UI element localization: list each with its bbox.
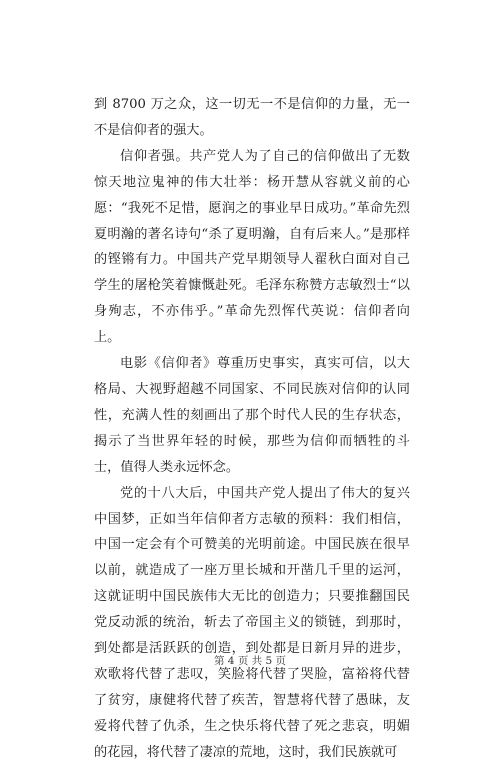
page-number-footer: 第 4 页 共 5 页 [213,655,287,667]
paragraph-film-review: 电影《信仰者》尊重历史事实，真实可信，以大格局、大视野超越不同国家、不同民族对信仰的认同性，充满人性的刻画出了那个时代人民的生存状态，揭示了当世界年轻的时候，那些为信仰而牺牲的斗士，值得人类永远怀念。 [94,356,410,475]
paragraph-china-dream: 党的十八大后，中国共产党人提出了伟大的复兴中国梦，正如当年信仰者方志敏的预料：我们相信，中国一定会有个可赞美的光明前途。中国民族在很早以前，就造成了一座万里长城和开凿几千里的运河，这就证明中国民族伟大无比的创造力；只要推翻国民党反动派的统治，斩去了帝国主义的锁链，到那时，到处都是活跃跃的创造，到处都是日新月异的进步，欢歌将代替了悲叹，笑脸将代替了哭脸，富裕将代替了贫穷，康健将代替了疾苦，智慧将代替了愚昧，友爱将代替了仇杀，生之快乐将代替了死之悲哀，明媚的花园，将代替了凄凉的荒地，这时，我们民族就可 [94,485,410,760]
paragraph-believers-strong: 信仰者强。共产党人为了自己的信仰做出了无数惊天地泣鬼神的伟大壮举：杨开慧从容就义前的心愿：“我死不足惜，愿润之的事业早日成功。”革命先烈夏明瀚的著名诗句“杀了夏明瀚，自有后来人。”是那样的铿锵有力。中国共产党早期领导人翟秋白面对自己学生的屠枪笑着慷慨赴死。毛泽东称赞方志敏烈士“以身殉志，不亦伟乎。”革命先烈恽代英说：信仰者向上。 [94,148,410,346]
paragraph-continuation: 到 8700 万之众，这一切无一不是信仰的力量，无一不是信仰者的强大。 [94,97,410,138]
